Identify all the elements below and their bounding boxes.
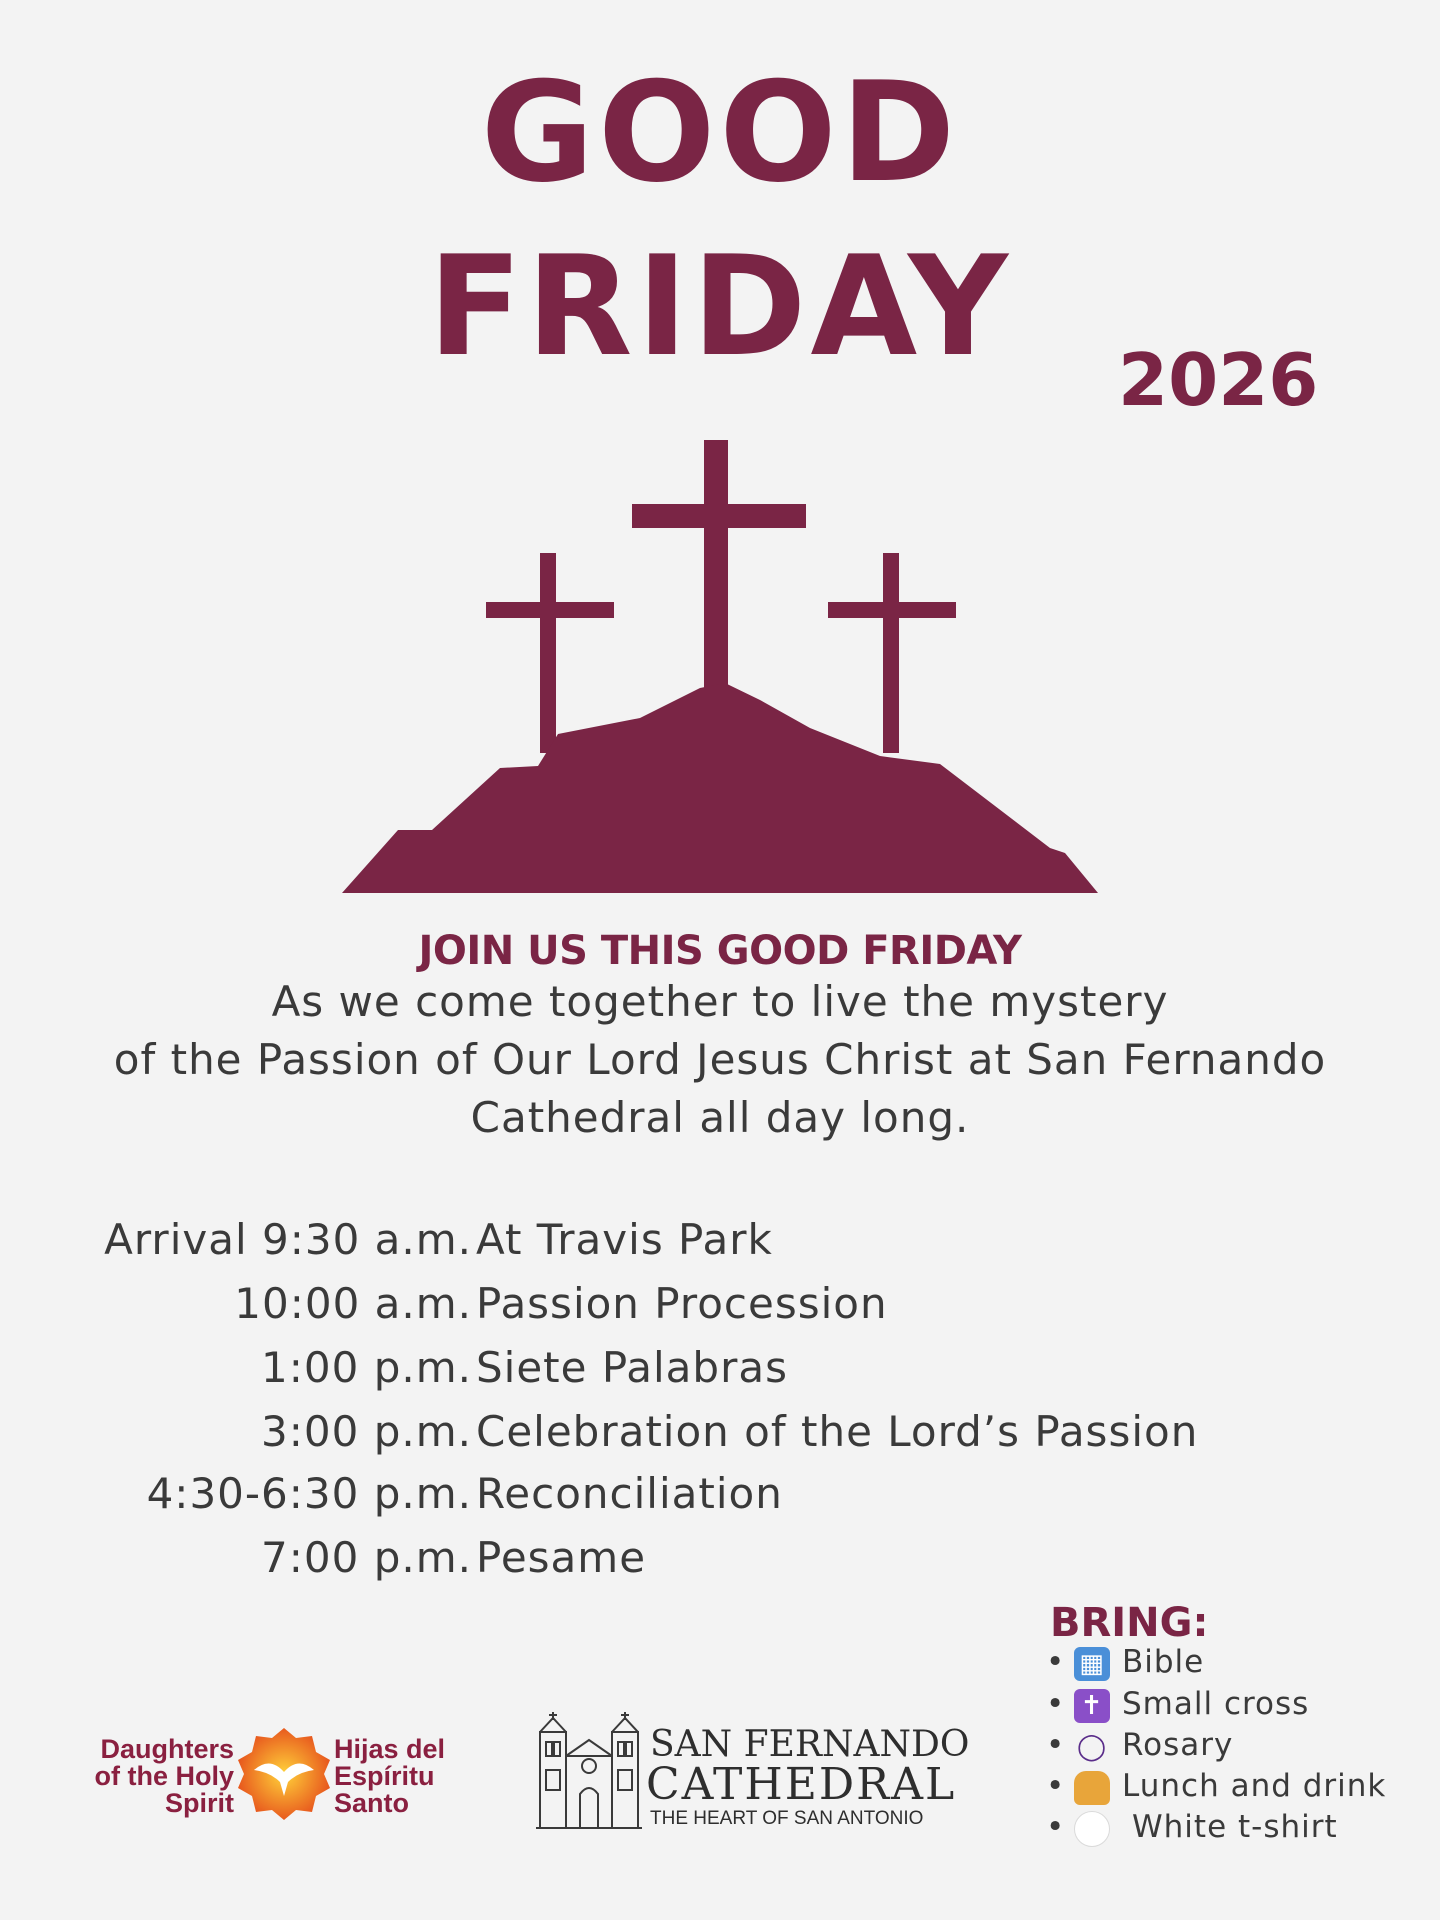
bring-item: • ✝ Small cross bbox=[1046, 1686, 1310, 1722]
schedule-row bbox=[0, 1208, 1440, 1272]
book-icon: ▦ bbox=[1074, 1647, 1110, 1681]
bring-item: • Lunch and drink bbox=[1046, 1768, 1387, 1804]
schedule-row bbox=[0, 1462, 1440, 1526]
sandwich-icon bbox=[1074, 1771, 1110, 1805]
bring-item-label: Lunch and drink bbox=[1122, 1768, 1387, 1804]
join-heading: JOIN US THIS GOOD FRIDAY bbox=[418, 928, 1022, 974]
intro-line-2: of the Passion of Our Lord Jesus Christ at San Fernando bbox=[113, 1035, 1327, 1084]
bring-item: • ▦ Bible bbox=[1046, 1644, 1205, 1680]
cathedral-name-line1: SAN FERNANDO bbox=[650, 1724, 970, 1765]
logo-text-line: Santo bbox=[334, 1788, 410, 1818]
bring-item: • White t-shirt bbox=[1046, 1809, 1338, 1845]
page-title-friday: FRIDAY bbox=[428, 226, 1012, 387]
white-circle-icon bbox=[1074, 1811, 1110, 1847]
schedule-event: Pesame bbox=[476, 1533, 647, 1582]
san-fernando-cathedral-logo bbox=[534, 1706, 970, 1836]
schedule-event: Passion Procession bbox=[476, 1279, 888, 1328]
schedule-event: At Travis Park bbox=[476, 1215, 773, 1264]
dove-sunburst-icon bbox=[236, 1726, 332, 1822]
schedule-row bbox=[0, 1526, 1440, 1590]
logo-text-line: Hijas del bbox=[334, 1734, 446, 1764]
center-cross bbox=[704, 440, 728, 690]
calvary-crosses-illustration bbox=[340, 438, 1100, 898]
logo-text-line: of the Holy bbox=[94, 1761, 234, 1791]
schedule-time: 1:00 p.m. bbox=[261, 1343, 472, 1392]
schedule-event: Siete Palabras bbox=[476, 1343, 788, 1392]
bring-item-label: Small cross bbox=[1122, 1686, 1310, 1722]
schedule-row bbox=[0, 1336, 1440, 1400]
cathedral-tagline: THE HEART OF SAN ANTONIO bbox=[650, 1808, 924, 1829]
intro-line-1: As we come together to live the mystery bbox=[271, 977, 1169, 1026]
schedule-event: Reconciliation bbox=[476, 1469, 783, 1518]
rosary-icon: ◯ bbox=[1076, 1731, 1108, 1762]
schedule-time: 10:00 a.m. bbox=[234, 1279, 472, 1328]
schedule-time: Arrival 9:30 a.m. bbox=[104, 1215, 472, 1264]
cathedral-name-line2: CATHEDRAL bbox=[646, 1759, 957, 1810]
left-cross bbox=[540, 553, 556, 753]
schedule-row bbox=[0, 1400, 1440, 1464]
schedule-time: 3:00 p.m. bbox=[261, 1407, 472, 1456]
cross-icon: ✝ bbox=[1074, 1689, 1110, 1723]
bring-item-label: White t-shirt bbox=[1132, 1809, 1338, 1845]
intro-line-3: Cathedral all day long. bbox=[470, 1093, 970, 1142]
daughters-holy-spirit-logo bbox=[72, 1722, 462, 1834]
hill bbox=[342, 683, 1098, 893]
bring-heading: BRING: bbox=[1050, 1600, 1209, 1646]
schedule-event: Celebration of the Lord’s Passion bbox=[476, 1407, 1199, 1456]
page-title-year: 2026 bbox=[1118, 338, 1319, 422]
right-cross bbox=[883, 553, 899, 753]
schedule-time: 4:30-6:30 p.m. bbox=[146, 1469, 472, 1518]
logo-text-line: Spirit bbox=[164, 1788, 234, 1818]
bring-item-label: Bible bbox=[1122, 1644, 1205, 1680]
page-title-good: GOOD bbox=[480, 52, 960, 213]
logo-text-line: Daughters bbox=[100, 1734, 234, 1764]
cathedral-facade-icon bbox=[534, 1710, 644, 1832]
bring-item-label: Rosary bbox=[1122, 1727, 1234, 1763]
schedule-row bbox=[0, 1272, 1440, 1336]
schedule-time: 7:00 p.m. bbox=[261, 1533, 472, 1582]
bring-item: • ◯ Rosary bbox=[1046, 1727, 1234, 1763]
logo-text-line: Espíritu bbox=[334, 1761, 435, 1791]
